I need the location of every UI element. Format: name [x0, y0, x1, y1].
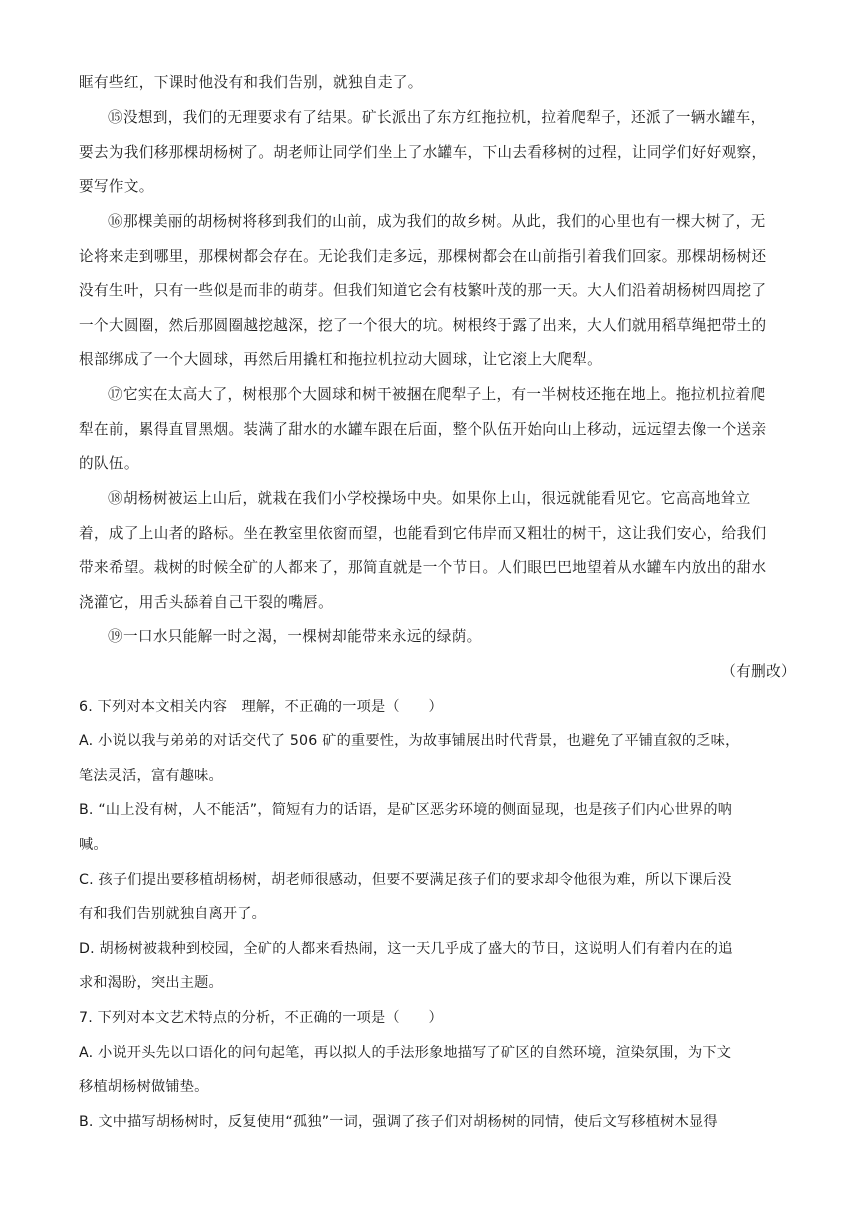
story-line: 带来希望。栽树的时候全矿的人都来了，那简直就是一个节日。人们眼巴巴地望着从水罐车内放出的甜水 — [79, 559, 767, 576]
question-7-stem: 7. 下列对本文艺术特点的分析，不正确的一项是（ ） — [79, 1010, 443, 1026]
question-7-option-a-cont: 移植胡杨树做铺垫。 — [79, 1079, 209, 1095]
question-6-stem: 6. 下列对本文相关内容 理解，不正确的一项是（ ） — [79, 699, 443, 715]
paragraph-19-line: ⑲一口水只能解一时之渴，一棵树却能带来永远的绿荫。 — [108, 628, 482, 645]
story-line: 着，成了上山者的路标。坐在教室里依窗而望，也能看到它伟岸而又粗壮的树干，这让我们安心，给我们 — [79, 525, 767, 542]
story-line: 要写作文。 — [79, 178, 154, 195]
story-line: 没有生叶，只有一些似是而非的萌芽。但我们知道它会有枝繁叶茂的那一天。大人们沿着胡杨树四周挖了 — [79, 282, 767, 299]
question-6-option-c-cont: 有和我们告别就独自离开了。 — [79, 906, 267, 922]
question-6-option-c: C. 孩子们提出要移植胡杨树，胡老师很感动，但要不要满足孩子们的要求却令他很为难，所以下课后没 — [79, 872, 732, 888]
story-line: 根部绑成了一个大圆球，再然后用撬杠和拖拉机拉动大圆球，让它滚上大爬犁。 — [79, 351, 603, 368]
story-line: 犁在前，累得直冒黑烟。装满了甜水的水罐车跟在后面，整个队伍开始向山上移动，远远望去像一个送亲 — [79, 421, 767, 438]
paragraph-17-line: ⑰它实在太高大了，树根那个大圆球和树干被捆在爬犁子上，有一半树枝还拖在地上。拖拉机拉着爬 — [108, 386, 766, 403]
paragraph-15-line: ⑮没想到，我们的无理要求有了结果。矿长派出了东方红拖拉机，拉着爬犁子，还派了一辆水罐车， — [108, 109, 766, 126]
question-7-option-b: B. 文中描写胡杨树时，反复使用“孤独”一词，强调了孩子们对胡杨树的同情，使后文写移植树木显得 — [79, 1114, 718, 1130]
story-line: 眶有些红，下课时他没有和我们告别，就独自走了。 — [79, 74, 423, 91]
story-line: 论将来走到哪里，那棵树都会存在。无论我们走多远，那棵树都会在山前指引着我们回家。那棵胡杨树还 — [79, 248, 767, 265]
story-line: 的队伍。 — [79, 455, 139, 472]
question-6-option-b: B. “山上没有树，人不能活”，简短有力的话语，是矿区恶劣环境的侧面显现，也是孩子们内心世界的呐 — [79, 802, 733, 818]
question-6-option-d-cont: 求和渴盼，突出主题。 — [79, 975, 223, 991]
source-note: （有删改） — [721, 663, 796, 680]
story-line: 一个大圆圈，然后那圆圈越挖越深，挖了一个很大的坑。树根终于露了出来，大人们就用稻草绳把带土的 — [79, 317, 767, 334]
question-6-option-a: A. 小说以我与弟弟的对话交代了 506 矿的重要性，为故事铺展出时代背景，也避免了平铺直叙的乏味， — [79, 733, 740, 749]
paragraph-18-line: ⑱胡杨树被运上山后，就栽在我们小学校操场中央。如果你上山，很远就能看见它。它高高地耸立 — [108, 490, 751, 507]
paragraph-16-line: ⑯那棵美丽的胡杨树将移到我们的山前，成为我们的故乡树。从此，我们的心里也有一棵大树了，无 — [108, 213, 766, 230]
question-6-option-b-cont: 喊。 — [79, 837, 108, 853]
question-6-option-d: D. 胡杨树被栽种到校园，全矿的人都来看热闹，这一天几乎成了盛大的节日，这说明人们有着内在的追 — [79, 941, 733, 957]
question-6-option-a-cont: 笔法灵活，富有趣味。 — [79, 768, 223, 784]
question-7-option-a: A. 小说开头先以口语化的问句起笔，再以拟人的手法形象地描写了矿区的自然环境，渲染氛围，为下文 — [79, 1045, 732, 1061]
story-line: 要去为我们移那棵胡杨树了。胡老师让同学们坐上了水罐车，下山去看移树的过程，让同学们好好观察， — [79, 144, 767, 161]
story-line: 浇灌它，用舌头舔着自己干裂的嘴唇。 — [79, 594, 334, 611]
